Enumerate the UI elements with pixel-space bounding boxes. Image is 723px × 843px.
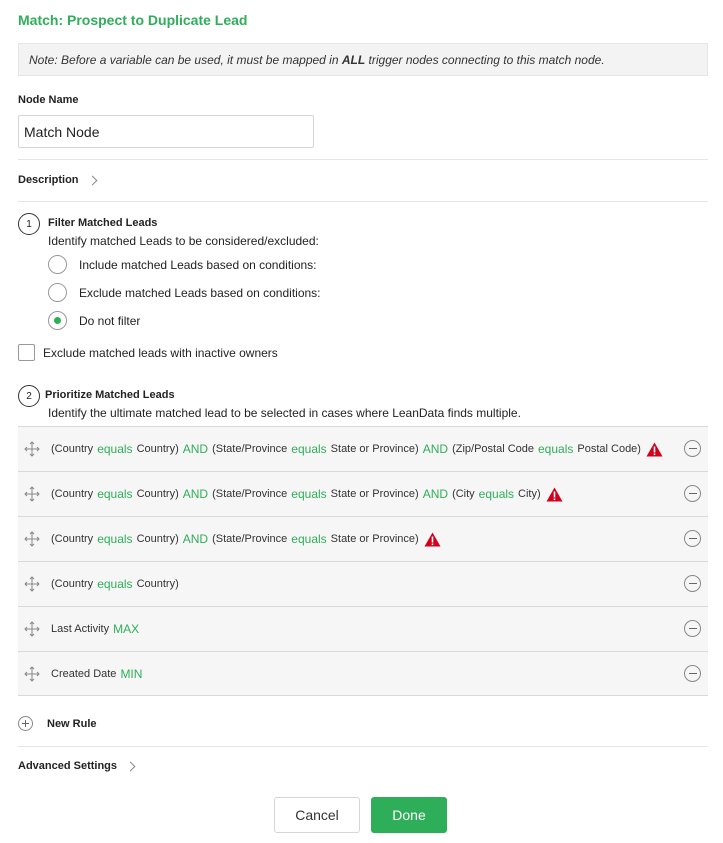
priority-rule[interactable] (18, 426, 708, 471)
rule-operator: equals (291, 532, 327, 546)
radio-button[interactable] (48, 311, 67, 330)
remove-circle-icon[interactable] (684, 530, 701, 547)
rule-operator: AND (182, 442, 209, 456)
rule-term: (State/Province (212, 488, 288, 500)
rule-term: Postal Code) (577, 443, 641, 455)
remove-circle-icon[interactable] (684, 440, 701, 457)
filter-option-label: Include matched Leads based on conditions: (79, 257, 317, 272)
rule-condition (51, 667, 146, 681)
remove-circle-icon[interactable] (684, 575, 701, 592)
rule-operator: equals (478, 487, 515, 501)
note-prefix: Note: Before a variable can be used, it must be mapped in (29, 53, 342, 67)
exclude-inactive-label: Exclude matched leads with inactive owners (43, 345, 278, 360)
priority-rule[interactable] (18, 606, 708, 651)
exclude-inactive-checkbox-row[interactable] (18, 344, 278, 361)
drag-handle-icon[interactable] (23, 440, 41, 458)
note-bold: ALL (341, 53, 366, 67)
drag-handle-icon[interactable] (23, 665, 41, 683)
advanced-settings-label: Advanced Settings (18, 760, 118, 772)
rule-term: Created Date (51, 667, 117, 680)
remove-circle-icon[interactable] (684, 485, 701, 502)
rule-condition (51, 577, 183, 591)
radio-button[interactable] (48, 255, 67, 274)
rule-operator: AND (182, 532, 209, 546)
rule-term: (State/Province (212, 533, 288, 545)
rule-term: Last Activity (51, 623, 110, 635)
rule-term: (Zip/Postal Code (452, 443, 534, 455)
rule-operator: AND (182, 487, 209, 501)
prioritize-title: Prioritize Matched Leads (45, 389, 175, 401)
rule-term: Country) (136, 578, 179, 590)
exclude-inactive-checkbox[interactable] (18, 344, 35, 361)
rule-operator: MIN (120, 666, 143, 681)
rule-condition (51, 622, 143, 636)
rule-condition (51, 442, 667, 457)
rule-term: Country) (136, 488, 179, 500)
divider (18, 159, 708, 160)
rule-term: Country) (136, 533, 179, 545)
rule-operator: equals (97, 487, 133, 501)
filter-option-label: Do not filter (79, 313, 141, 328)
filter-description: Identify matched Leads to be considered/excluded: (48, 234, 319, 248)
new-rule-button[interactable] (18, 716, 97, 731)
step-number-2: 2 (18, 385, 40, 407)
filter-title: Filter Matched Leads (48, 217, 158, 229)
mapping-note (18, 43, 708, 76)
page-title: Match: Prospect to Duplicate Lead (18, 12, 248, 28)
rule-condition (51, 532, 445, 547)
rule-operator: AND (422, 442, 449, 456)
remove-circle-icon[interactable] (684, 620, 701, 637)
priority-rules-list (18, 426, 708, 696)
warning-icon (424, 532, 441, 547)
rule-term: (State/Province (212, 443, 288, 455)
drag-handle-icon[interactable] (23, 485, 41, 503)
advanced-settings-toggle[interactable] (18, 760, 134, 772)
priority-rule[interactable] (18, 651, 708, 696)
filter-option-1[interactable] (48, 255, 317, 274)
radio-button[interactable] (48, 283, 67, 302)
chevron-right-icon (126, 761, 136, 771)
rule-term: (Country (51, 443, 94, 455)
remove-circle-icon[interactable] (684, 665, 701, 682)
rule-term: State or Province) (330, 533, 419, 545)
node-name-input[interactable] (18, 115, 314, 148)
rule-term: (Country (51, 533, 94, 545)
filter-option-3[interactable] (48, 311, 140, 330)
rule-operator: equals (97, 442, 133, 456)
rule-term: State or Province) (330, 488, 419, 500)
description-toggle[interactable] (18, 174, 96, 186)
rule-term: State or Province) (330, 443, 419, 455)
rule-operator: equals (97, 532, 133, 546)
filter-option-label: Exclude matched Leads based on conditions: (79, 285, 321, 300)
filter-option-2[interactable] (48, 283, 321, 302)
rule-term: (City (452, 488, 475, 500)
cancel-button[interactable]: Cancel (274, 797, 360, 833)
drag-handle-icon[interactable] (23, 620, 41, 638)
warning-icon (546, 487, 563, 502)
description-label: Description (18, 174, 79, 186)
divider (18, 201, 708, 202)
rule-term: City) (518, 488, 541, 500)
rule-operator: AND (422, 487, 449, 501)
divider (18, 746, 708, 747)
prioritize-description: Identify the ultimate matched lead to be selected in cases where LeanData finds multiple. (48, 406, 521, 420)
drag-handle-icon[interactable] (23, 575, 41, 593)
step-number-1: 1 (18, 213, 40, 235)
add-circle-icon (18, 716, 33, 731)
rule-operator: equals (291, 487, 327, 501)
priority-rule[interactable] (18, 471, 708, 516)
rule-operator: equals (291, 442, 327, 456)
radio-selected-dot (54, 317, 61, 324)
rule-term: Country) (136, 443, 179, 455)
note-suffix: trigger nodes connecting to this match node. (365, 53, 605, 67)
rule-operator: equals (97, 577, 133, 591)
rule-term: (Country (51, 488, 94, 500)
priority-rule[interactable] (18, 516, 708, 561)
chevron-right-icon (87, 175, 97, 185)
rule-operator: equals (538, 442, 574, 456)
node-name-label: Node Name (18, 94, 79, 106)
rule-operator: MAX (113, 622, 140, 636)
drag-handle-icon[interactable] (23, 530, 41, 548)
warning-icon (646, 442, 663, 457)
rule-condition (51, 487, 567, 502)
done-button[interactable]: Done (371, 797, 447, 833)
rule-term: (Country (51, 578, 94, 590)
priority-rule[interactable] (18, 561, 708, 606)
new-rule-label: New Rule (47, 717, 97, 730)
